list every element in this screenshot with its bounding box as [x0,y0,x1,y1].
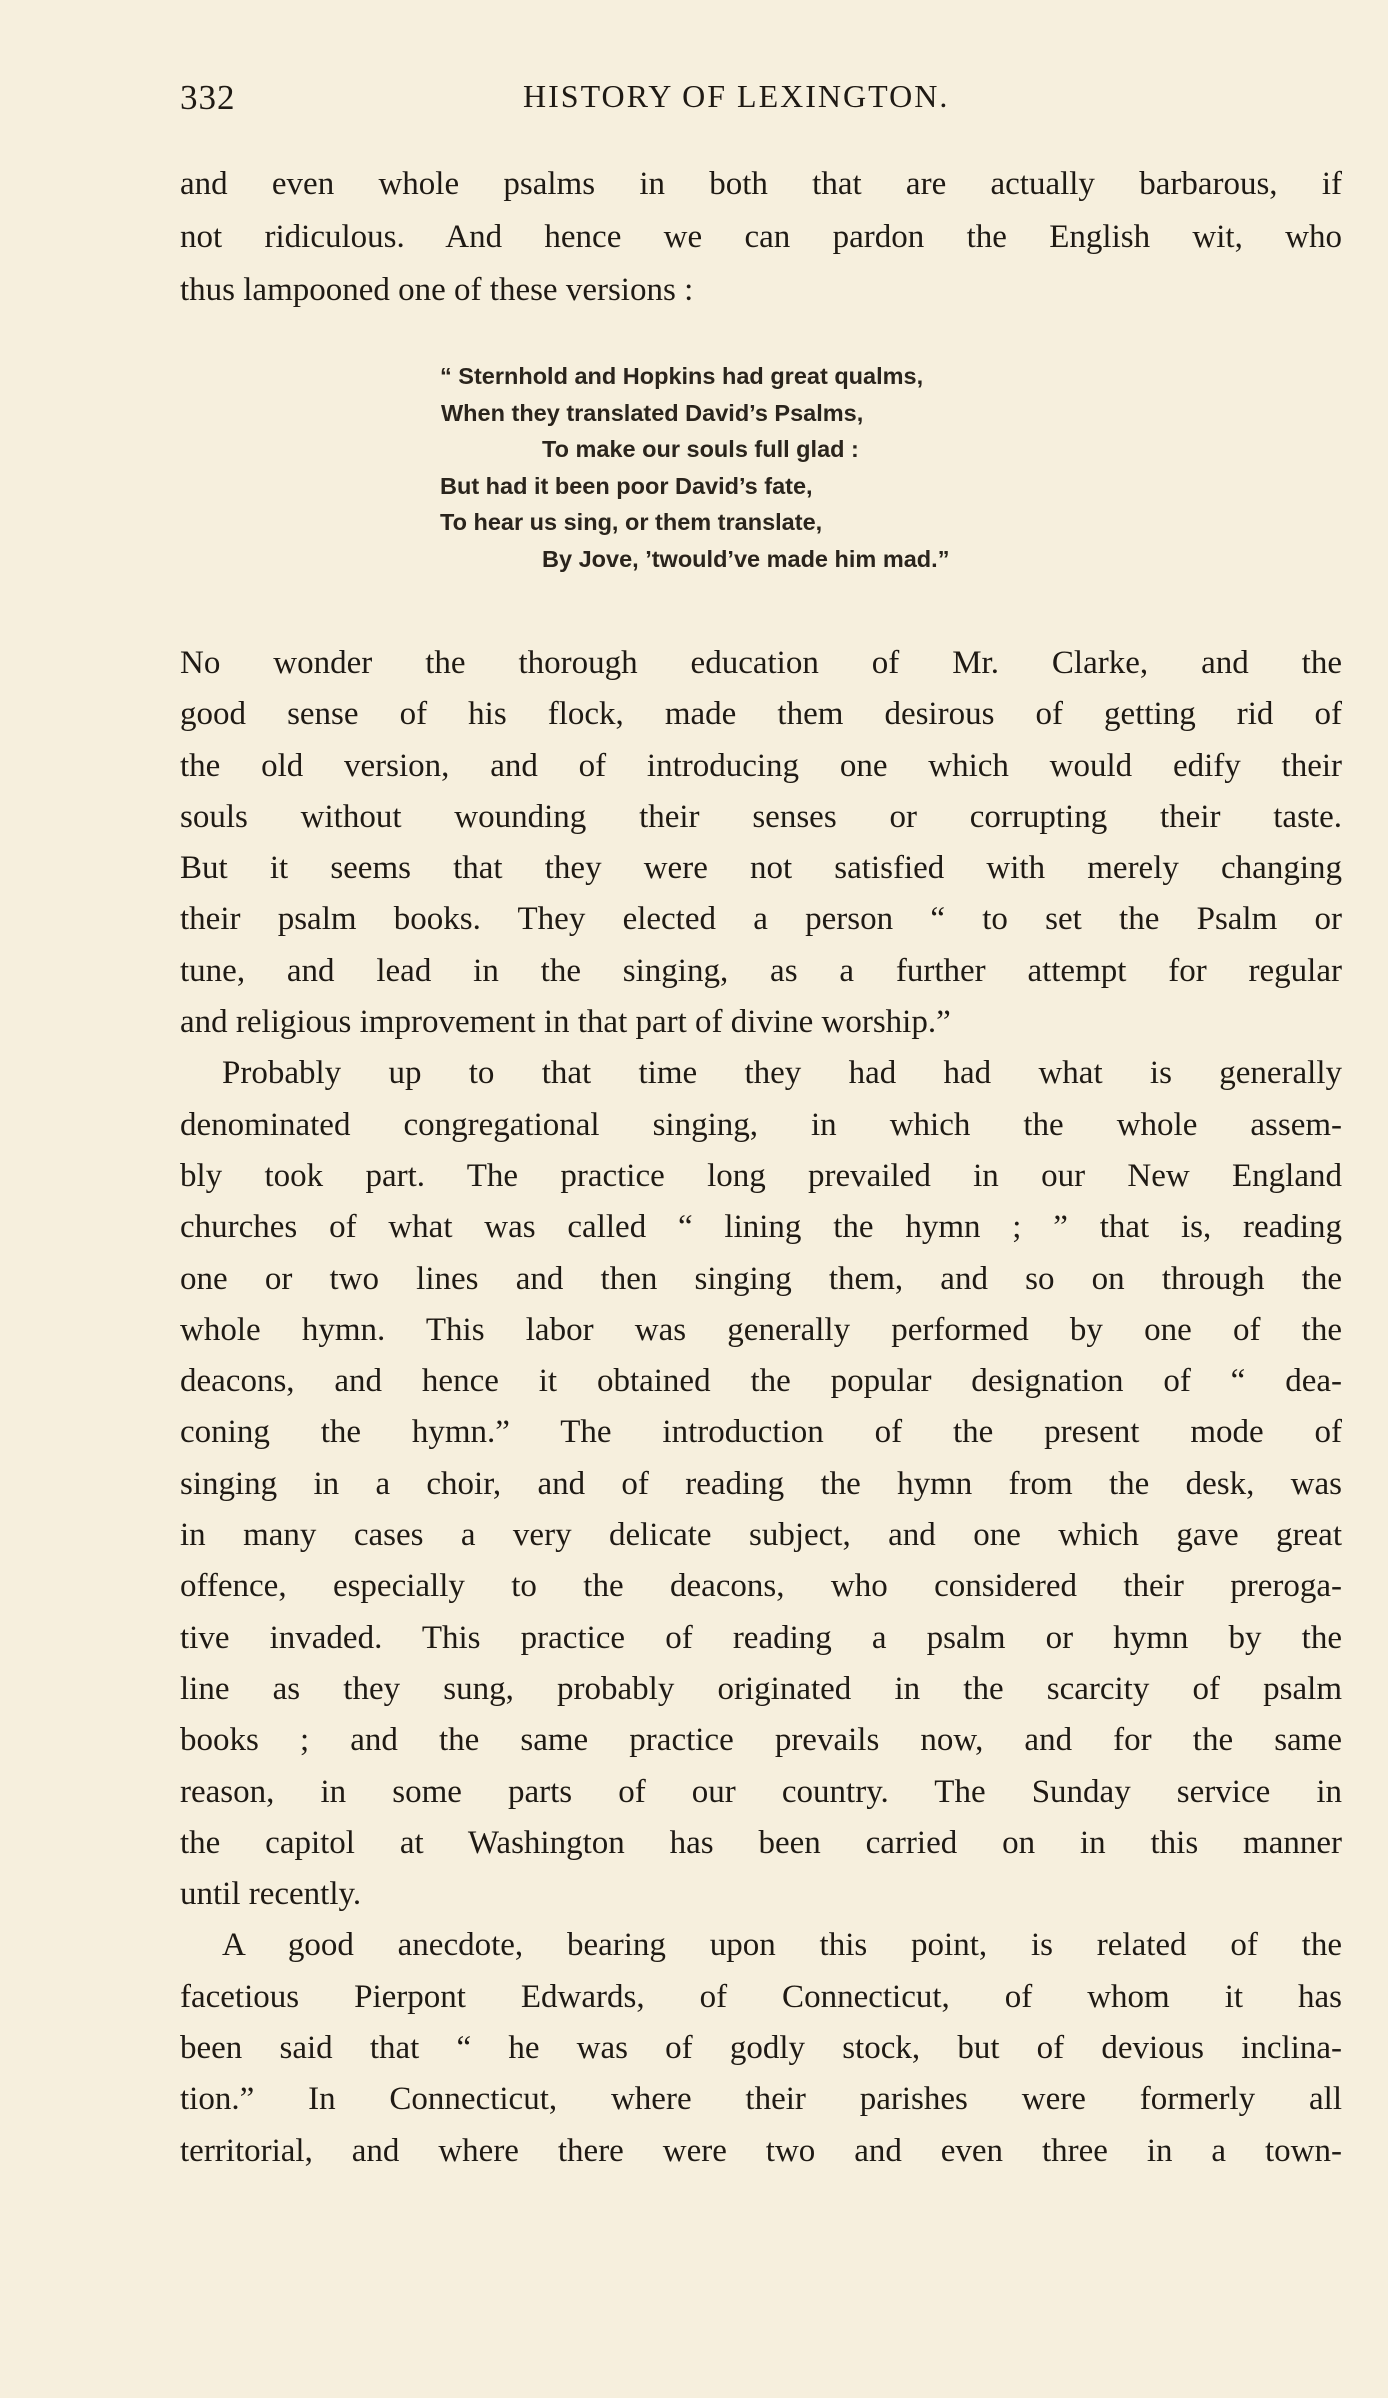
text-line: not ridiculous. And hence we can pardon the English wit, who [180,219,1342,255]
text-line: tion.” In Connecticut, where their parishes were formerly all [180,2081,1342,2118]
text-line: good sense of his flock, made them desirous of getting rid of [180,696,1342,733]
text-line: and even whole psalms in both that are actually barbarous, if [180,166,1342,202]
text-line: tune, and lead in the singing, as a further attempt for regular [180,952,1342,989]
text-line: denominated congregational singing, in which the whole assem- [180,1106,1342,1143]
text-line: souls without wounding their senses or corrupting their taste. [180,798,1342,835]
text-line: been said that “ he was of godly stock, but of devious inclina- [180,2030,1342,2067]
text-line: their psalm books. They elected a person “ to set the Psalm or [180,901,1342,938]
text-line: tive invaded. This practice of reading a psalm or hymn by the [180,1619,1342,1656]
text-line: But it seems that they were not satisfied with merely changing [180,850,1342,887]
text-line: one or two lines and then singing them, and so on through the [180,1260,1342,1297]
text-line: coning the hymn.” The introduction of the present mode of [180,1414,1342,1451]
verse-line: “ Sternhold and Hopkins had great qualms, [440,363,924,389]
verse-line: But had it been poor David’s fate, [440,472,813,499]
text-line: Probably up to that time they had had what is generally [222,1055,1342,1092]
text-line: books ; and the same practice prevails now, and for the same [180,1722,1342,1759]
verse-line: To hear us sing, or them translate, [440,509,823,535]
verse-line: When they translated David’s Psalms, [441,399,864,426]
text-line: until recently. [180,1876,362,1913]
text-line: and religious improvement in that part of divine worship.” [180,1004,951,1041]
text-line: offence, especially to the deacons, who considered their preroga- [180,1568,1342,1605]
verse-line: To make our souls full glad : [542,436,859,462]
text-line: the capitol at Washington has been carried on in this manner [180,1824,1342,1861]
page-number: 332 [180,78,236,117]
text-line: facetious Pierpont Edwards, of Connecticut, of whom it has [180,1978,1342,2015]
text-line: line as they sung, probably originated in the scarcity of psalm [180,1670,1342,1707]
text-line: the old version, and of introducing one which would edify their [180,747,1342,784]
running-head [180,78,1350,128]
verse-line: By Jove, ’twould’ve made him mad.” [542,545,950,572]
text-line: in many cases a very delicate subject, and one which gave great [180,1517,1342,1554]
text-line: thus lampooned one of these versions : [180,272,694,308]
text-line: A good anecdote, bearing upon this point, is related of the [222,1927,1342,1964]
text-line: singing in a choir, and of reading the hymn from the desk, was [180,1465,1342,1502]
text-line: churches of what was called “ lining the hymn ; ” that is, reading [180,1209,1342,1246]
text-line: bly took part. The practice long prevailed in our New England [180,1157,1342,1194]
text-line: deacons, and hence it obtained the popular designation of “ dea- [180,1363,1342,1400]
text-line: reason, in some parts of our country. The Sunday service in [180,1773,1342,1810]
text-line: No wonder the thorough education of Mr. Clarke, and the [180,645,1342,681]
verse-quotation [440,358,1340,577]
text-line: whole hymn. This labor was generally performed by one of the [180,1311,1342,1348]
body-text [180,638,1342,2177]
intro-paragraph [180,158,1342,317]
text-line: territorial, and where there were two and even three in a town- [180,2132,1342,2169]
running-title: HISTORY OF LEXINGTON. [523,78,950,114]
